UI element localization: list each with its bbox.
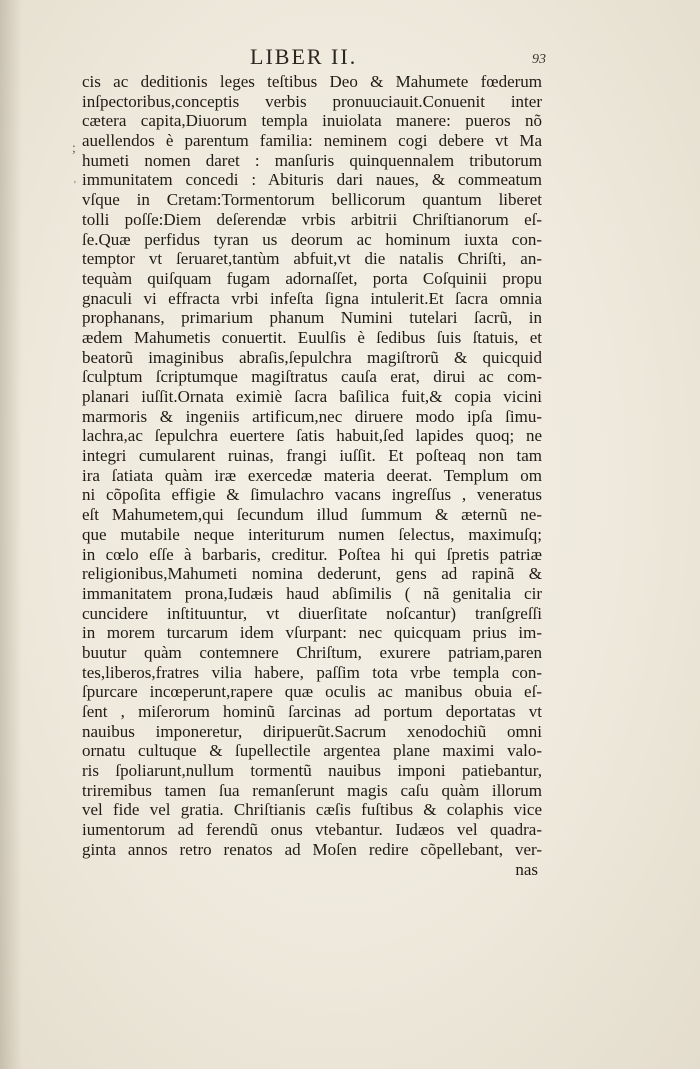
text-line: tes,liberos,fratres vilia habere, paſſim tota vrbe templa con- bbox=[82, 662, 542, 682]
text-line: ginta annos retro renatos ad Moſen redire cõpellebant, ver- bbox=[82, 839, 542, 859]
text-line: ſent , miſerorum hominũ ſarcinas ad portum deportatas vt bbox=[82, 702, 542, 721]
text-line: inſpectoribus,conceptis verbis pronuuciauit.Conuenit inter bbox=[82, 91, 542, 111]
text-line: cis ac deditionis leges teſtibus Deo & Mahumete fœderum bbox=[82, 72, 542, 91]
body-text bbox=[82, 72, 542, 879]
gutter-shadow bbox=[0, 0, 22, 1069]
text-line: ni cõpoſita effigie & ſimulachro vacans ingreſſus , veneratus bbox=[82, 485, 542, 505]
text-line: in morem turcarum idem vſurpant: nec quicquam prius im- bbox=[82, 623, 542, 643]
text-line: integri cumularent ruinas, frangi iuſſit. Et poſteaq non tam bbox=[82, 446, 542, 466]
text-line: iumentorum ad ferendũ onus vtebantur. Iudæos vel quadra- bbox=[82, 820, 542, 840]
running-head: LIBER II. bbox=[250, 44, 358, 69]
text-line: ſe.Quæ perfidus tyran us deorum ac hominum iuxta con- bbox=[82, 229, 542, 249]
catchword: nas bbox=[515, 859, 538, 879]
text-line: vſque in Cretam:Tormentorum bellicorum quantum liberet bbox=[82, 190, 542, 210]
text-line: ſpurcare incœperunt,rapere quæ oculis ac manibus obuia eſ- bbox=[82, 682, 542, 702]
text-line: lachra,ac ſepulchra euertere ſatis habuit,ſed lapides quoq; ne bbox=[82, 426, 542, 446]
text-line: gnaculi vi effracta vrbi infeſta ſigna intulerit.Et ſacra omnia bbox=[82, 288, 542, 308]
text-line: temptor vt ſeruaret,tantùm abfuit,vt die natalis Chriſti, an- bbox=[82, 249, 542, 269]
text-line: eſt Mahumetem,qui ſecundum illud ſummum & æternũ ne- bbox=[82, 505, 542, 525]
page-number: 93 bbox=[532, 52, 546, 67]
text-line: immanitatem prona,Iudæis haud abſimilis ( nã genitalia cir bbox=[82, 583, 542, 603]
text-line: prophanans, primarium phanum Numini tutelari ſacrũ, in bbox=[82, 308, 542, 328]
text-line: planari iuſſit.Ornata eximiè ſacra baſilica fuit,& copia vicini bbox=[82, 387, 542, 406]
text-line: religionibus,Mahumeti nomina dederunt, gens ad rapinã & bbox=[82, 564, 542, 584]
text-line: ſculptum ſcriptumque magiſtratus cauſa erat, dirui ac com- bbox=[82, 367, 542, 387]
text-line: humeti nomen daret : manſuris quinquennalem tributorum bbox=[82, 150, 542, 170]
text-line: cuncidere inſtituuntur, vt diuerſitate noſcantur) tranſgreſſi bbox=[82, 603, 542, 623]
text-line: immunitatem concedi : Abituris dari naues, & commeatum bbox=[82, 170, 542, 190]
text-line: nauibus imponeretur, diripuerũt.Sacrum xenodochiũ omni bbox=[82, 721, 542, 741]
text-line: buutur quàm contemnere Chriſtum, exurere patriam,paren bbox=[82, 642, 542, 662]
text-line: beatorũ imaginibus abraſis,ſepulchra magiſtrorũ & quicquid bbox=[82, 347, 542, 367]
text-line: marmoris & ingeniis artificum,nec diruere modo ipſa ſimu- bbox=[82, 406, 542, 426]
text-line: vel fide vel gratia. Chriſtianis cæſis fuſtibus & colaphis vice bbox=[82, 800, 542, 820]
text-line: triremibus tamen ſua remanſerunt magis caſu quàm illorum bbox=[82, 780, 542, 800]
text-line: tequàm quiſquam fugam adornaſſet, porta Coſquinii propu bbox=[82, 268, 542, 288]
text-line: cætera capita,Diuorum templa inuiolata manere: pueros nõ bbox=[82, 111, 542, 131]
text-line: tolli poſſe:Diem deſerendæ vrbis arbitrii Chriſtianorum eſ- bbox=[82, 209, 542, 229]
text-line: ornatu cultuque & ſupellectile argentea plane maximi valo- bbox=[82, 741, 542, 761]
text-line: in cœlo eſſe à barbaris, creditur. Poſtea hi qui ſpretis patriæ bbox=[82, 544, 542, 564]
margin-mark: ' bbox=[74, 180, 76, 191]
text-line: ira ſatiata quàm iræ exercedæ materia deerat. Templum om bbox=[82, 465, 542, 485]
text-line: que mutabile neque interiturum numen ſelectus, maximuſq; bbox=[82, 524, 542, 544]
text-line: ædem Mahumetis conuertit. Euulſis è ſedibus ſuis ſtatuis, et bbox=[82, 327, 542, 347]
text-line: auellendos è parentum familia: neminem cogi debere vt Ma bbox=[82, 131, 542, 151]
margin-mark: ; bbox=[72, 141, 76, 156]
text-line: ris ſpoliarunt,nullum tormentũ nauibus imponi patiebantur, bbox=[82, 761, 542, 781]
